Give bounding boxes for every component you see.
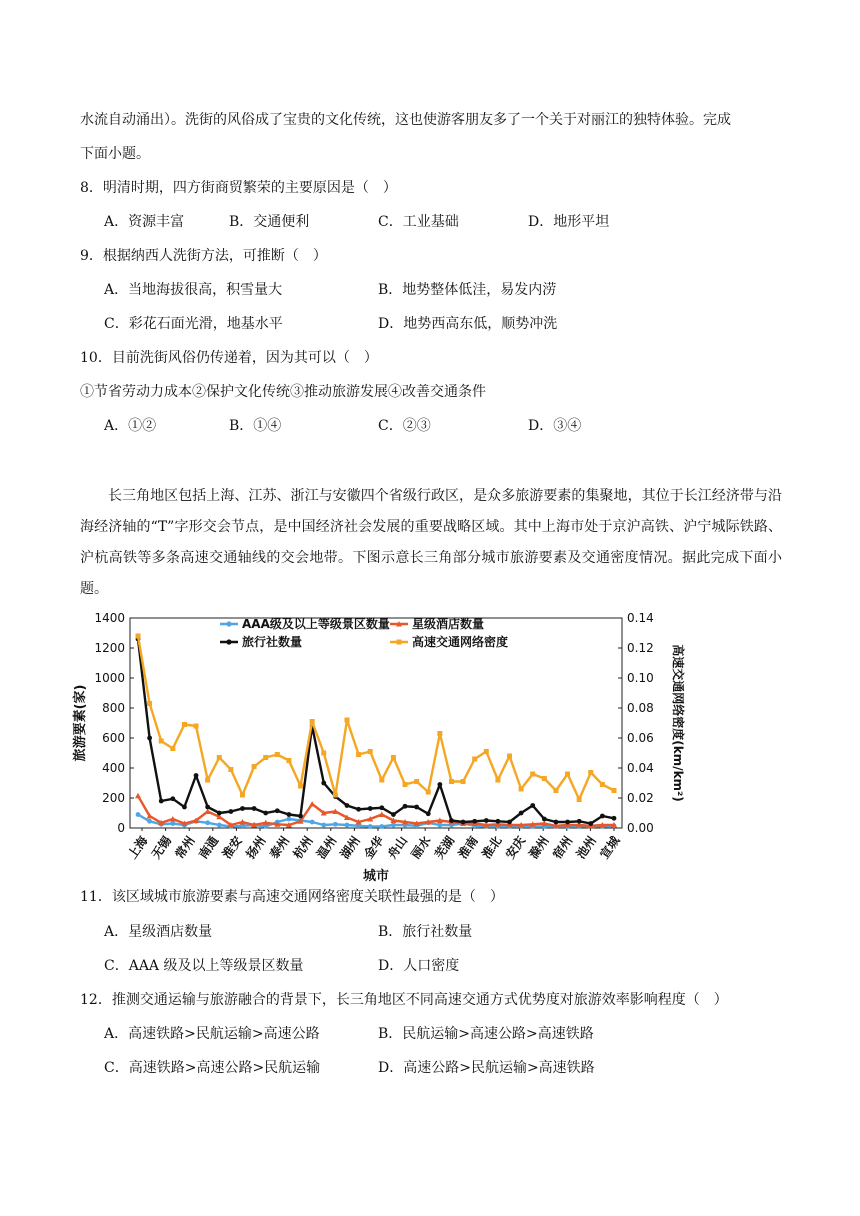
series-point — [205, 820, 210, 825]
y-tick-label: 1200 — [94, 641, 125, 655]
q8-option-a[interactable]: A．资源丰富 — [104, 214, 185, 230]
q8-option-b[interactable]: B．交通便利 — [229, 214, 310, 230]
series-point — [170, 821, 175, 826]
series-point — [333, 822, 338, 827]
x-tick-label: 湖州 — [337, 833, 363, 862]
series-point — [565, 820, 570, 825]
series-point — [263, 755, 268, 760]
series-point — [240, 806, 245, 811]
series-point — [472, 757, 477, 762]
q11-option-c[interactable]: C．AAA 级及以上等级景区数量 — [104, 958, 304, 974]
series-point — [495, 778, 500, 783]
series-point — [321, 781, 326, 786]
x-tick-label: 泰州 — [266, 833, 293, 862]
x-tick-label: 安庆 — [502, 833, 529, 862]
x-tick-label: 宿州 — [550, 833, 576, 862]
series-point — [205, 778, 210, 783]
series-point — [391, 755, 396, 760]
series-line-3 — [138, 636, 614, 800]
series-point — [449, 818, 454, 823]
series-point — [194, 724, 199, 729]
series-point — [379, 778, 384, 783]
series-point — [600, 814, 605, 819]
series-point — [461, 820, 466, 825]
series-point — [414, 779, 419, 784]
series-point — [403, 804, 408, 809]
series-point — [368, 749, 373, 754]
q8-option-c[interactable]: C．工业基础 — [378, 214, 459, 230]
series-point — [310, 719, 315, 724]
passage1-line2: 下面小题。 — [80, 146, 150, 162]
series-point — [170, 746, 175, 751]
y-tick-label: 1400 — [94, 611, 125, 625]
x-tick-label: 丽水 — [408, 833, 434, 862]
series-point — [426, 811, 431, 816]
series-point — [205, 805, 210, 810]
x-tick-label: 常州 — [172, 833, 198, 862]
series-point — [437, 731, 442, 736]
series-point — [437, 782, 442, 787]
x-axis-label: 城市 — [362, 869, 390, 884]
x-tick-label: 芜湖 — [432, 833, 458, 862]
x-tick-label: 金华 — [361, 833, 387, 862]
legend-label: 星级酒店数量 — [412, 617, 485, 631]
series-point — [403, 782, 408, 787]
x-tick-label: 淮北 — [479, 833, 505, 862]
series-point — [135, 793, 141, 799]
series-point — [263, 811, 268, 816]
series-point — [298, 814, 303, 819]
series-point — [298, 784, 303, 789]
series-point — [519, 787, 524, 792]
series-point — [530, 803, 535, 808]
series-point — [507, 820, 512, 825]
series-point — [217, 755, 222, 760]
series-point — [496, 819, 501, 824]
series-point — [391, 812, 396, 817]
series-point — [542, 776, 547, 781]
series-point — [612, 816, 617, 821]
x-tick-label: 池州 — [573, 833, 599, 862]
series-point — [275, 752, 280, 757]
series-point — [136, 634, 141, 639]
series-point — [287, 817, 292, 822]
q10-option-d[interactable]: D．③④ — [528, 418, 582, 434]
y2-axis-label: 高速交通网络密度(km/km²) — [671, 644, 685, 802]
x-tick-label: 淮南 — [455, 833, 481, 862]
x-tick-label: 舟山 — [384, 833, 411, 862]
series-point — [554, 820, 559, 825]
series-point — [368, 824, 373, 829]
y-axis-label: 旅游要素(家) — [73, 684, 88, 762]
series-point — [379, 805, 384, 810]
series-point — [345, 823, 350, 828]
series-point — [217, 823, 222, 828]
series-point — [588, 821, 593, 826]
q9-option-b[interactable]: B．地势整体低洼，易发内涝 — [378, 282, 557, 298]
q8-stem: 8．明清时期，四方街商贸繁荣的主要原因是（ ） — [80, 180, 397, 196]
series-point — [345, 803, 350, 808]
series-point — [368, 806, 373, 811]
q11-option-b[interactable]: B．旅行社数量 — [378, 924, 473, 940]
series-point — [309, 801, 315, 807]
series-point — [612, 788, 617, 793]
x-tick-label: 杭州 — [290, 833, 316, 862]
y-tick-label: 0 — [117, 821, 125, 835]
series-point — [507, 754, 512, 759]
series-line-2 — [138, 639, 614, 824]
q12-option-a[interactable]: A．高速铁路>民航运输>高速公路 — [104, 1026, 320, 1042]
series-point — [310, 820, 315, 825]
x-tick-label: 温州 — [314, 833, 340, 862]
legend-label: 旅行社数量 — [242, 635, 303, 649]
series-point — [472, 819, 477, 824]
q11-option-d[interactable]: D．人口密度 — [378, 958, 460, 974]
series-point — [159, 799, 164, 804]
series-point — [147, 819, 152, 824]
series-point — [600, 782, 605, 787]
series-point — [275, 808, 280, 813]
series-point — [228, 809, 233, 814]
q12-option-d[interactable]: D．高速公路>民航运输>高速铁路 — [378, 1060, 595, 1076]
series-point — [449, 779, 454, 784]
series-point — [414, 805, 419, 810]
q9-option-d[interactable]: D．地势西高东低，顺势冲洗 — [378, 316, 558, 332]
series-point — [147, 701, 152, 706]
series-point — [391, 823, 396, 828]
y2-tick-label: 0.06 — [627, 731, 654, 745]
y2-tick-label: 0.00 — [627, 821, 654, 835]
series-point — [287, 812, 292, 817]
legend-label: 高速交通网络密度 — [412, 635, 509, 649]
legend-marker — [226, 639, 231, 644]
series-point — [379, 824, 384, 829]
series-point — [588, 770, 593, 775]
series-point — [461, 779, 466, 784]
y-tick-label: 600 — [102, 731, 125, 745]
tourism-traffic-chart — [70, 606, 686, 884]
q11-stem: 11．该区域城市旅游要素与高速交通网络密度关联性最强的是（ ） — [80, 889, 504, 905]
series-point — [437, 823, 442, 828]
series-point — [240, 793, 245, 798]
y-tick-label: 800 — [102, 701, 125, 715]
series-point — [344, 718, 349, 723]
series-point — [577, 797, 582, 802]
series-point — [182, 805, 187, 810]
y2-tick-label: 0.10 — [627, 671, 654, 685]
y-tick-label: 200 — [102, 791, 125, 805]
series-point — [286, 758, 291, 763]
series-point — [484, 818, 489, 823]
series-point — [426, 790, 431, 795]
legend-marker — [397, 640, 402, 645]
q12-option-c[interactable]: C．高速铁路>高速公路>民航运输 — [104, 1060, 321, 1076]
series-point — [484, 749, 489, 754]
series-point — [170, 796, 175, 801]
series-point — [356, 752, 361, 757]
series-point — [136, 812, 141, 817]
q9-option-a[interactable]: A．当地海拔很高，积雪量大 — [104, 282, 283, 298]
q10-option-c[interactable]: C．②③ — [378, 418, 431, 434]
series-point — [252, 764, 257, 769]
x-tick-label: 扬州 — [243, 833, 269, 862]
x-tick-label: 滁州 — [526, 833, 552, 862]
q10-option-a[interactable]: A．①② — [104, 418, 157, 434]
y-tick-label: 1000 — [94, 671, 125, 685]
series-point — [333, 793, 338, 798]
x-tick-label: 淮安 — [219, 833, 245, 862]
series-point — [252, 806, 257, 811]
passage2: 长三角地区包括上海、江苏、浙江与安徽四个省级行政区，是众多旅游要素的集聚地，其位于长江经济带与沿海经济轴的“T”字形交会节点，是中国经济社会发展的重要战略区域。其中上海市处于京沪高铁、沪宁城际铁路、沪杭高铁等多条高速交通轴线的交会地带。下图示意长三角部分城市旅游要素及交通密度情况。据此完成下面小题。 — [80, 488, 782, 597]
y2-tick-label: 0.08 — [627, 701, 654, 715]
passage1-line1: 水流自动涌出）。洗街的风俗成了宝贵的文化传统，这也使游客朋友多了一个关于对丽江的独特体验。完成 — [80, 112, 731, 128]
y2-tick-label: 0.12 — [627, 641, 654, 655]
q8-option-d[interactable]: D．地形平坦 — [528, 214, 610, 230]
x-tick-label: 宣城 — [597, 833, 623, 862]
x-tick-label: 上海 — [125, 833, 151, 862]
q10-items: ①节省劳动力成本②保护文化传统③推动旅游发展④改善交通条件 — [80, 384, 486, 400]
series-point — [321, 823, 326, 828]
series-point — [530, 772, 535, 777]
series-point — [217, 811, 222, 816]
series-point — [159, 739, 164, 744]
q12-stem: 12．推测交通运输与旅游融合的背景下，长三角地区不同高速交通方式优势度对旅游效率影响程度（ ） — [80, 992, 728, 1008]
q9-stem: 9．根据纳西人洗街方法，可推断（ ） — [80, 248, 327, 264]
legend-marker — [226, 621, 231, 626]
legend-label: AAA级及以上等级景区数量 — [242, 617, 390, 631]
series-point — [147, 736, 152, 741]
series-point — [321, 751, 326, 756]
series-point — [194, 773, 199, 778]
y2-tick-label: 0.04 — [627, 761, 654, 775]
x-tick-label: 南通 — [196, 833, 222, 862]
series-point — [542, 817, 547, 822]
q10-stem: 10．目前洗街风俗仍传递着，因为其可以（ ） — [80, 350, 378, 366]
series-point — [577, 819, 582, 824]
series-point — [356, 807, 361, 812]
series-point — [228, 767, 233, 772]
series-point — [553, 788, 558, 793]
q9-option-c[interactable]: C．彩花石面光滑，地基水平 — [104, 316, 283, 332]
y2-tick-label: 0.14 — [627, 611, 654, 625]
q12-option-b[interactable]: B．民航运输>高速公路>高速铁路 — [378, 1026, 594, 1042]
series-point — [182, 722, 187, 727]
y-tick-label: 400 — [102, 761, 125, 775]
q10-option-b[interactable]: B．①④ — [229, 418, 282, 434]
y2-tick-label: 0.02 — [627, 791, 654, 805]
series-point — [565, 772, 570, 777]
q11-option-a[interactable]: A．星级酒店数量 — [104, 924, 213, 940]
series-point — [519, 811, 524, 816]
x-tick-label: 无锡 — [148, 833, 175, 862]
